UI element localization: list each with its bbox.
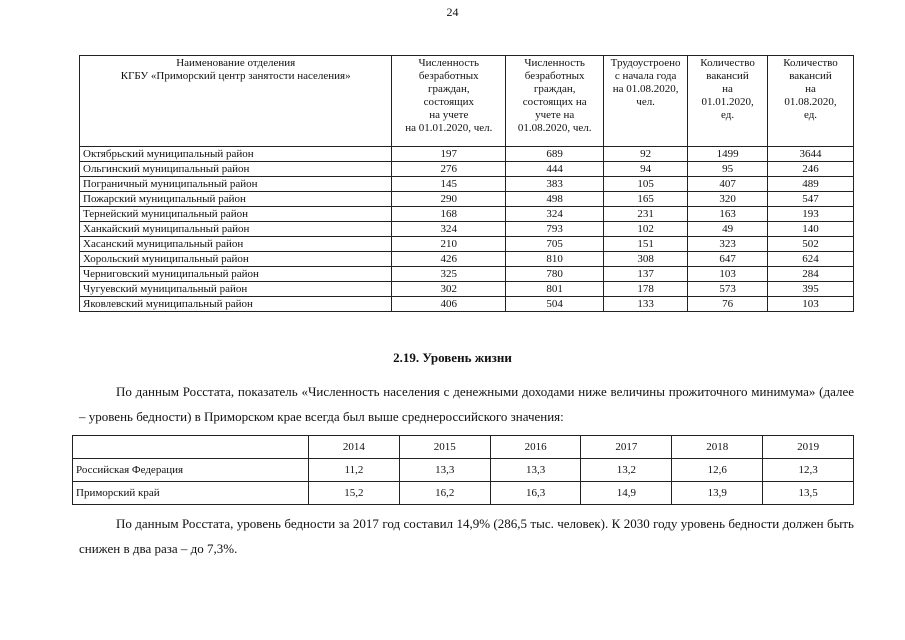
table-cell: 151	[604, 237, 688, 252]
table-row	[80, 147, 854, 162]
employment-table-header	[80, 56, 854, 147]
table-cell: 324	[392, 222, 506, 237]
table-cell: 14,9	[581, 482, 672, 505]
table-cell: 13,9	[672, 482, 763, 505]
table-cell: 13,5	[763, 482, 854, 505]
table-cell: 573	[688, 282, 768, 297]
table-cell: 231	[604, 207, 688, 222]
table-cell: 133	[604, 297, 688, 312]
table-cell: 780	[506, 267, 604, 282]
table-row	[80, 192, 854, 207]
col-header-vacancies-aug: Количество вакансий на 01.08.2020, ед.	[768, 56, 854, 147]
table-cell: 94	[604, 162, 688, 177]
table-cell: 504	[506, 297, 604, 312]
row-label-cell: Чугуевский муниципальный район	[80, 282, 392, 297]
row-label-cell: Яковлевский муниципальный район	[80, 297, 392, 312]
table-cell: 15,2	[309, 482, 400, 505]
table-cell: 163	[688, 207, 768, 222]
table-cell: 498	[506, 192, 604, 207]
table-cell: 1499	[688, 147, 768, 162]
year-2016: 2016	[490, 436, 581, 459]
table-cell: 705	[506, 237, 604, 252]
table-cell: 12,3	[763, 459, 854, 482]
table-cell: 103	[688, 267, 768, 282]
row-label-cell: Октябрьский муниципальный район	[80, 147, 392, 162]
row-label-cell: Российская Федерация	[73, 459, 309, 482]
year-2015: 2015	[399, 436, 490, 459]
year-2018: 2018	[672, 436, 763, 459]
table-cell: 178	[604, 282, 688, 297]
section-title: 2.19. Уровень жизни	[393, 350, 512, 365]
table-cell: 92	[604, 147, 688, 162]
table-row	[73, 459, 854, 482]
table-cell: 407	[688, 177, 768, 192]
row-label-cell: Пограничный муниципальный район	[80, 177, 392, 192]
table-cell: 324	[506, 207, 604, 222]
year-2017: 2017	[581, 436, 672, 459]
table-cell: 325	[392, 267, 506, 282]
table-cell: 49	[688, 222, 768, 237]
col-header-unemployed-jan: Численность безработных граждан, состоящих на учете на 01.01.2020, чел.	[392, 56, 506, 147]
table-row	[73, 482, 854, 505]
employment-table	[79, 55, 854, 312]
paragraph-poverty-intro	[79, 379, 854, 429]
col-header-employed: Трудоустроено с начала года на 01.08.2020, чел.	[604, 56, 688, 147]
row-label-cell: Ольгинский муниципальный район	[80, 162, 392, 177]
table-row	[80, 177, 854, 192]
row-label-cell: Приморский край	[73, 482, 309, 505]
table-cell: 95	[688, 162, 768, 177]
table-cell: 168	[392, 207, 506, 222]
page-number: 24	[446, 5, 459, 19]
table-cell: 320	[688, 192, 768, 207]
table-cell: 103	[768, 297, 854, 312]
table-cell: 284	[768, 267, 854, 282]
year-2019: 2019	[763, 436, 854, 459]
row-label-cell: Хорольский муниципальный район	[80, 252, 392, 267]
year-2014: 2014	[309, 436, 400, 459]
table-cell: 801	[506, 282, 604, 297]
table-cell: 647	[688, 252, 768, 267]
table-cell: 16,3	[490, 482, 581, 505]
table-cell: 102	[604, 222, 688, 237]
table-row	[80, 252, 854, 267]
table-cell: 624	[768, 252, 854, 267]
table-cell: 76	[688, 297, 768, 312]
row-label-cell: Черниговский муниципальный район	[80, 267, 392, 282]
table-cell: 276	[392, 162, 506, 177]
table-cell: 406	[392, 297, 506, 312]
table-cell: 12,6	[672, 459, 763, 482]
table-row	[80, 267, 854, 282]
table-row	[80, 297, 854, 312]
table-cell: 145	[392, 177, 506, 192]
row-label-cell: Пожарский муниципальный район	[80, 192, 392, 207]
table-cell: 793	[506, 222, 604, 237]
table-cell: 383	[506, 177, 604, 192]
table-cell: 3644	[768, 147, 854, 162]
table-cell: 165	[604, 192, 688, 207]
table-cell: 11,2	[309, 459, 400, 482]
poverty-table	[72, 435, 854, 505]
table-cell: 197	[392, 147, 506, 162]
paragraph-poverty-target	[79, 511, 854, 561]
table-cell: 137	[604, 267, 688, 282]
table-cell: 210	[392, 237, 506, 252]
table-cell: 308	[604, 252, 688, 267]
poverty-header-empty	[73, 436, 309, 459]
table-cell: 426	[392, 252, 506, 267]
table-row	[80, 237, 854, 252]
table-cell: 689	[506, 147, 604, 162]
table-cell: 489	[768, 177, 854, 192]
table-cell: 444	[506, 162, 604, 177]
col-header-office: Наименование отделения КГБУ «Приморский центр занятости населения»	[80, 56, 392, 147]
table-cell: 323	[688, 237, 768, 252]
col-header-unemployed-aug: Численность безработных граждан, состоящих на учете на 01.08.2020, чел.	[506, 56, 604, 147]
table-cell: 290	[392, 192, 506, 207]
poverty-table-header	[73, 436, 854, 459]
row-label-cell: Хасанский муниципальный район	[80, 237, 392, 252]
paragraph-poverty-target-text: По данным Росстата, уровень бедности за 2017 год составил 14,9% (286,5 тыс. человек). К 2030 году уровень бедности должен быть снижен в два раза – до 7,3%.	[79, 516, 854, 556]
table-row	[80, 162, 854, 177]
table-cell: 810	[506, 252, 604, 267]
table-cell: 13,3	[399, 459, 490, 482]
table-cell: 16,2	[399, 482, 490, 505]
table-cell: 246	[768, 162, 854, 177]
row-label-cell: Тернейский муниципальный район	[80, 207, 392, 222]
table-cell: 395	[768, 282, 854, 297]
table-cell: 13,2	[581, 459, 672, 482]
table-cell: 193	[768, 207, 854, 222]
table-cell: 502	[768, 237, 854, 252]
table-cell: 140	[768, 222, 854, 237]
table-cell: 547	[768, 192, 854, 207]
table-cell: 13,3	[490, 459, 581, 482]
row-label-cell: Ханкайский муниципальный район	[80, 222, 392, 237]
table-cell: 302	[392, 282, 506, 297]
table-row	[80, 282, 854, 297]
table-row	[80, 222, 854, 237]
table-cell: 105	[604, 177, 688, 192]
col-header-vacancies-jan: Количество вакансий на 01.01.2020, ед.	[688, 56, 768, 147]
paragraph-poverty-intro-text: По данным Росстата, показатель «Численность населения с денежными доходами ниже величины прожиточного минимума» (далее – уровень бедности) в Приморском крае всегда был выше среднероссийского значения:	[79, 384, 854, 424]
table-row	[80, 207, 854, 222]
